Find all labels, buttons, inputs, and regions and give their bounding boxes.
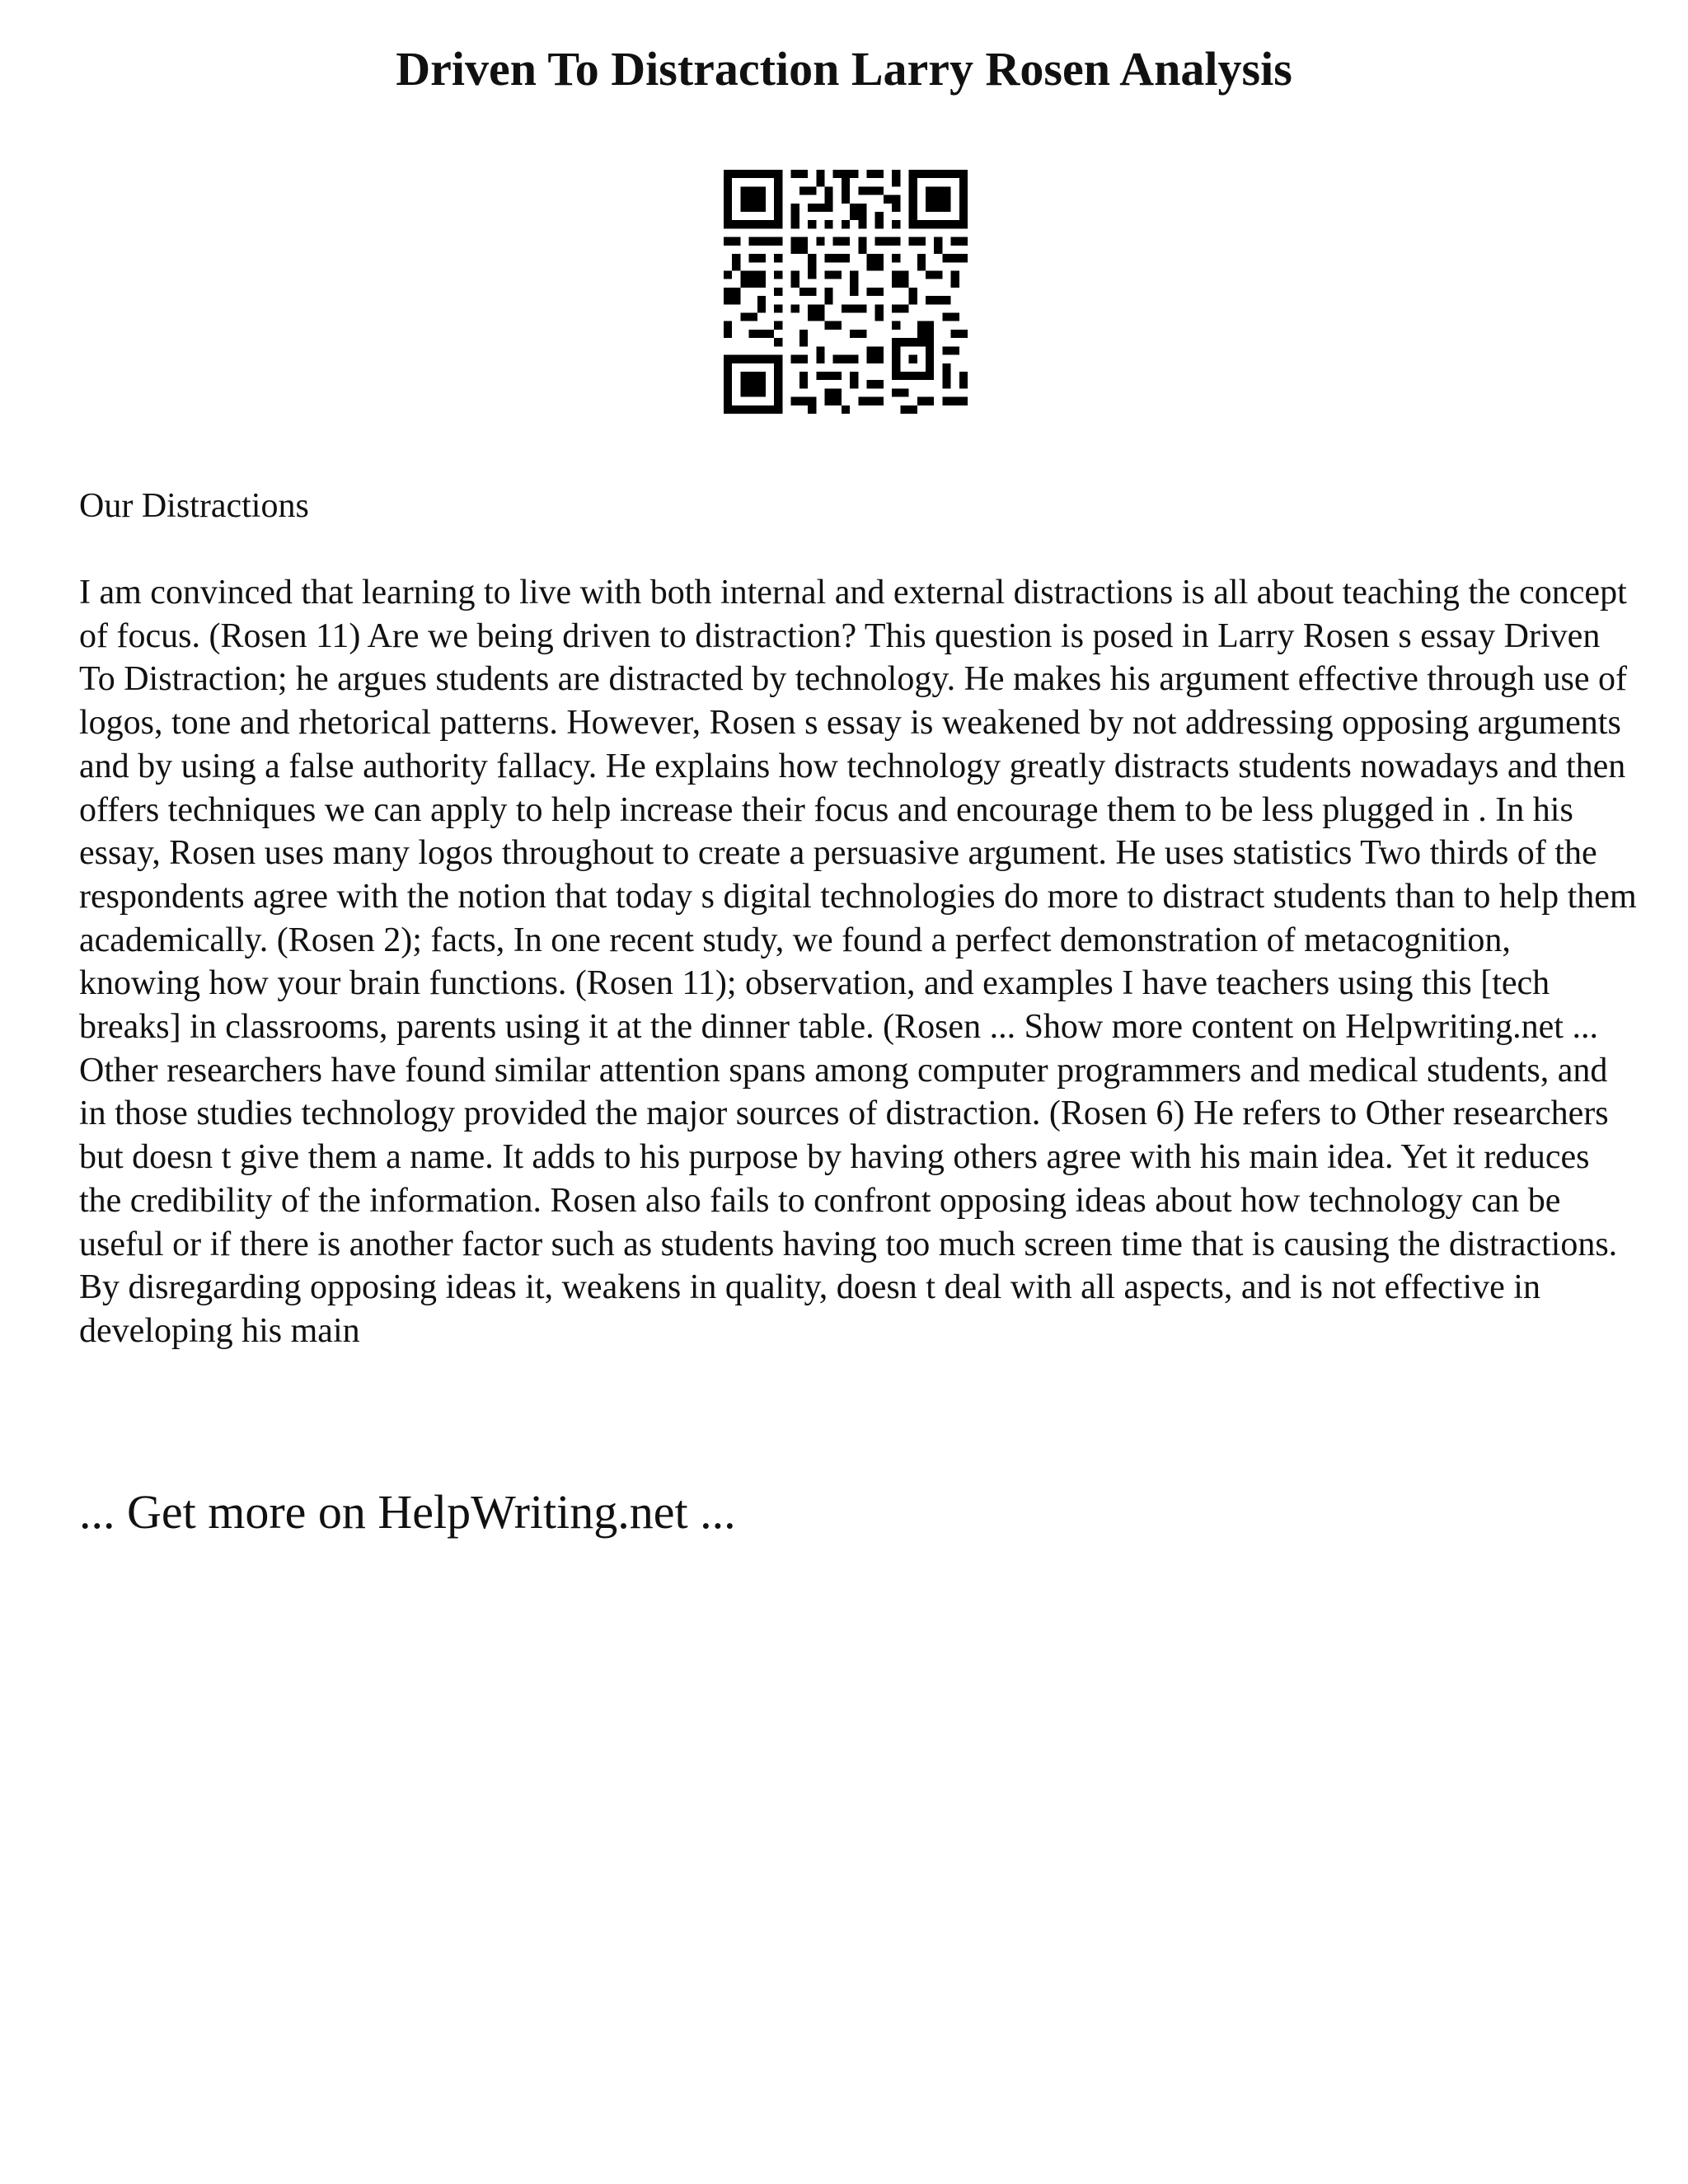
section-heading: Our Distractions	[79, 487, 309, 525]
get-more-link[interactable]: ... Get more on HelpWriting.net ...	[79, 1485, 736, 1539]
qr-code-graphic	[724, 170, 968, 414]
document-title: Driven To Distraction Larry Rosen Analysis	[396, 42, 1292, 96]
essay-paragraph: Other researchers have found similar attention spans among computer programmers and medical students, and in those studies technology provided the major sources of distraction. (Rosen 6) He refers to Other researchers but doesn t give them a name. It adds to his purpose by having others agree with his main idea. Yet it reduces the credibility of the information. Rosen also fails to confront opposing ideas about how technology can be useful or if there is another factor such as students having too much screen time that is causing the distractions. By disregarding opposing ideas it, weakens in quality, doesn t deal with all aspects, and is not effective in developing his main	[79, 1051, 1618, 1350]
qr-code-icon	[724, 170, 968, 414]
essay-body	[79, 571, 1637, 1353]
essay-paragraph: I am convinced that learning to live with both internal and external distractions is all about teaching the concept of focus. (Rosen 11) Are we being driven to distraction? This question is posed in Larry Rosen s essay Driven To Distraction; he argues students are distracted by technology. He makes his argument effective through use of logos, tone and rhetorical patterns. However, Rosen s essay is weakened by not addressing opposing arguments and by using a false authority fallacy. He explains how technology greatly distracts students nowadays and then offers techniques we can apply to help increase their focus and encourage them to be less plugged in . In his essay, Rosen uses many logos throughout to create a persuasive argument. He uses statistics Two thirds of the respondents agree with the notion that today s digital technologies do more to distract students than to help them academically. (Rosen 2); facts, In one recent study, we found a perfect demonstration of metacognition, knowing how your brain functions. (Rosen 11); observation, and examples I have teachers using this [tech breaks] in classrooms, parents using it at the dinner table. (Rosen ... Show more content on Helpwriting.net ...	[79, 574, 1637, 1047]
